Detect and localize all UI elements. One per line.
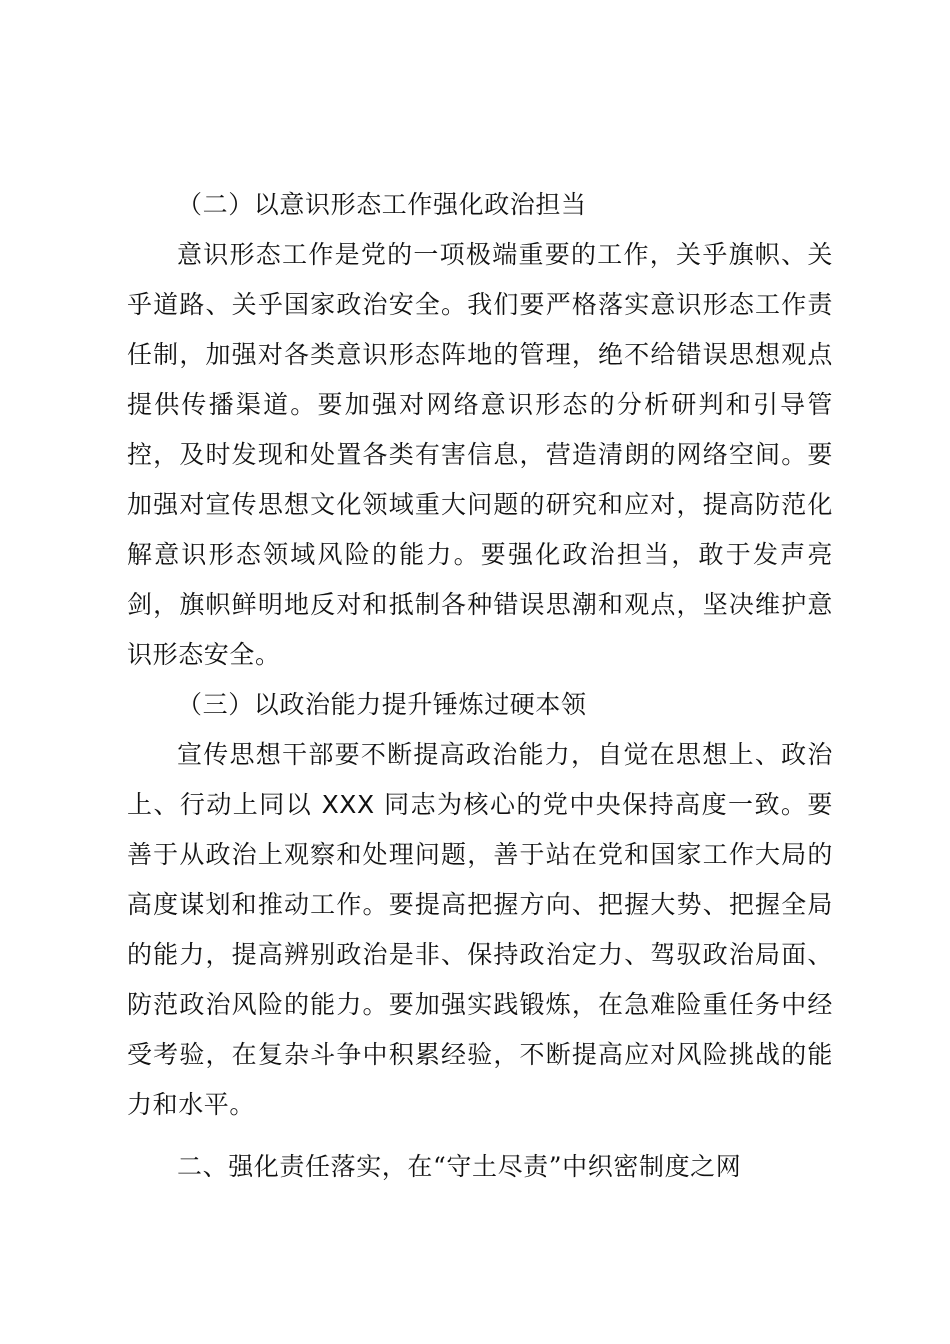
subsection-heading-3: （三）以政治能力提升锤炼过硬本领 bbox=[177, 690, 587, 719]
body-paragraph-2: 意识形态工作是党的一项极端重要的工作，关乎旗帜、关乎道路、关乎国家政治安全。我们要严格落实意识形态工作责任制，加强对各类意识形态阵地的管理，绝不给错误思想观点提供传播渠道。要加强对网络意识形态的分析研判和引导管控，及时发现和处置各类有害信息，营造清朗的网络空间。要加强对宣传思想文化领域重大问题的研究和应对，提高防范化解意识形态领域风险的能力。要强化政治担当，敢于发声亮剑，旗帜鲜明地反对和抵制各种错误思潮和观点，坚决维护意识形态安全。 bbox=[127, 240, 833, 669]
body-paragraph-3: 宣传思想干部要不断提高政治能力，自觉在思想上、政治上、行动上同以 XXX 同志为核心的党中央保持高度一致。要善于从政治上观察和处理问题，善于站在党和国家工作大局的高度谋划和推动工作。要提高把握方向、把握大势、把握全局的能力，提高辨别政治是非、保持政治定力、驾驭政治局面、防范政治风险的能力。要加强实践锻炼，在急难险重任务中经受考验，在复杂斗争中积累经验，不断提高应对风险挑战的能力和水平。 bbox=[127, 740, 833, 1119]
section-heading: 二、强化责任落实，在“守土尽责”中织密制度之网 bbox=[177, 1152, 742, 1181]
document-body bbox=[127, 180, 833, 1192]
subsection-heading-2: （二）以意识形态工作强化政治担当 bbox=[177, 190, 587, 219]
